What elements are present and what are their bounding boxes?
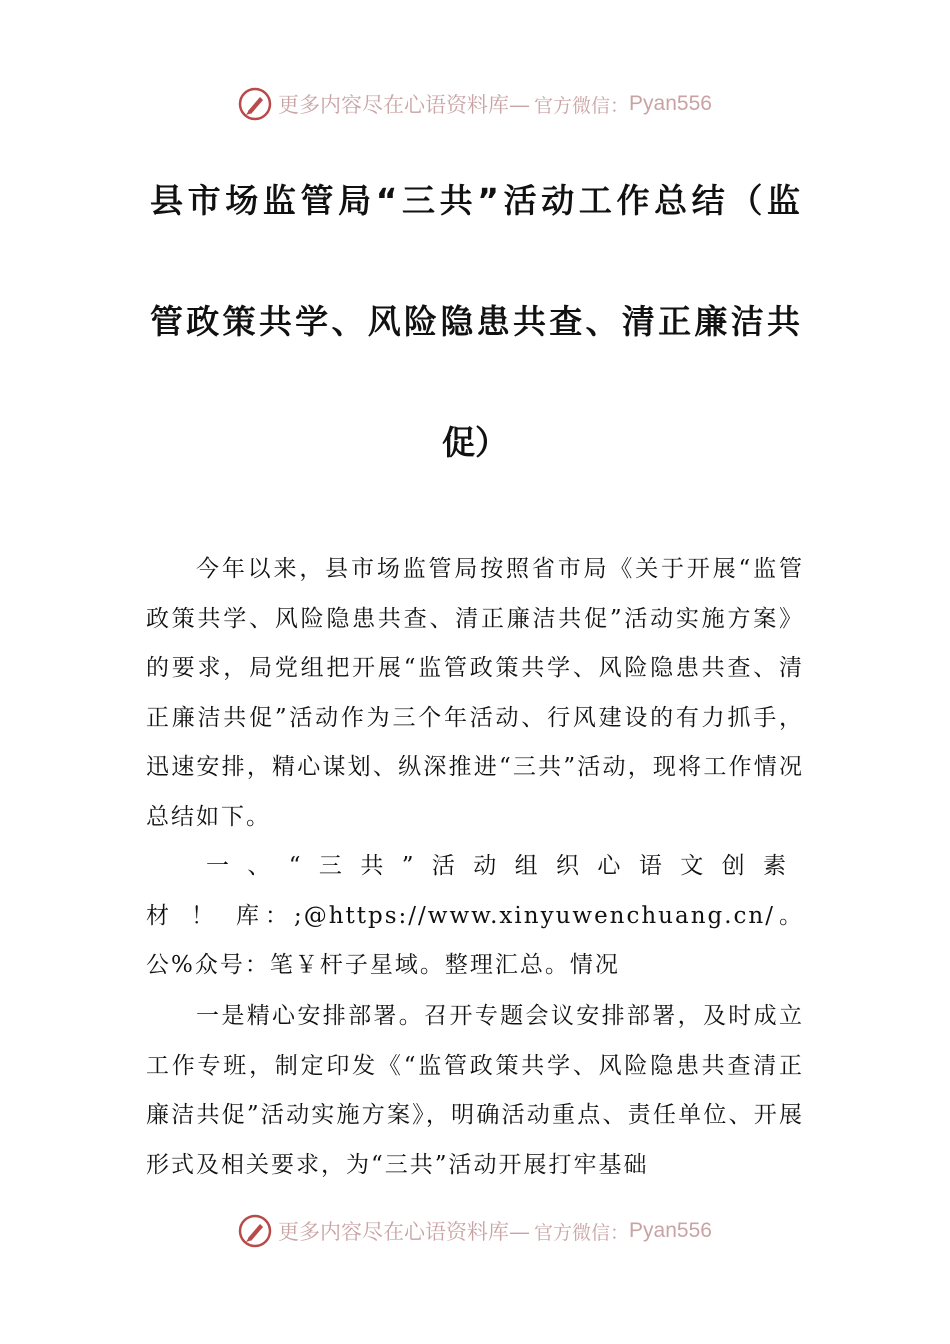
paragraph-intro: 今年以来，县市场监管局按照省市局《关于开展“监管政策共学、风险隐患共查、清正廉洁共促”活动实施方案》的要求，局党组把开展“监管政策共学、风险隐患共查、清正廉洁共促”活动作为三个年活动、行风建设的有力抓手，迅速安排，精心谋划、纵深推进“三共”活动，现将工作情况总结如下。	[146, 556, 804, 830]
pen-logo-icon	[238, 87, 272, 121]
header-watermark	[0, 84, 950, 124]
footer-watermark	[0, 1211, 950, 1251]
watermark-wechat-label: 官方微信：	[534, 1221, 630, 1244]
title-line-1: 县市场监管局“三共”活动工作总结（监	[150, 181, 800, 220]
pen-logo-icon	[238, 1214, 272, 1248]
watermark-text: 更多内容尽在心语资料库—	[278, 93, 531, 117]
paragraph-section-1	[146, 842, 804, 991]
watermark-wechat-id: Pyan556	[629, 1219, 712, 1242]
title-line-3: 促）	[442, 423, 508, 462]
section-heading-rest: 库：;@https://www.xinyuwenchuang.cn/。公%众号：笔￥杆子星域。整理汇总。情况	[146, 902, 804, 978]
watermark-wechat-id: Pyan556	[629, 92, 712, 115]
watermark-wechat-label: 官方微信：	[534, 94, 630, 117]
title-line-2: 管政策共学、风险隐患共查、清正廉洁共	[150, 302, 800, 341]
paragraph-deployment: 一是精心安排部署。召开专题会议安排部署，及时成立工作专班，制定印发《“监管政策共学、风险隐患共查清正廉洁共促”活动实施方案》，明确活动重点、责任单位、开展形式及相关要求，为“三共”活动开展打牢基础	[146, 1003, 804, 1178]
section-heading: 一、“三共”活动组织心语文创素材！	[146, 853, 804, 929]
watermark-text: 更多内容尽在心语资料库—	[278, 1220, 531, 1244]
